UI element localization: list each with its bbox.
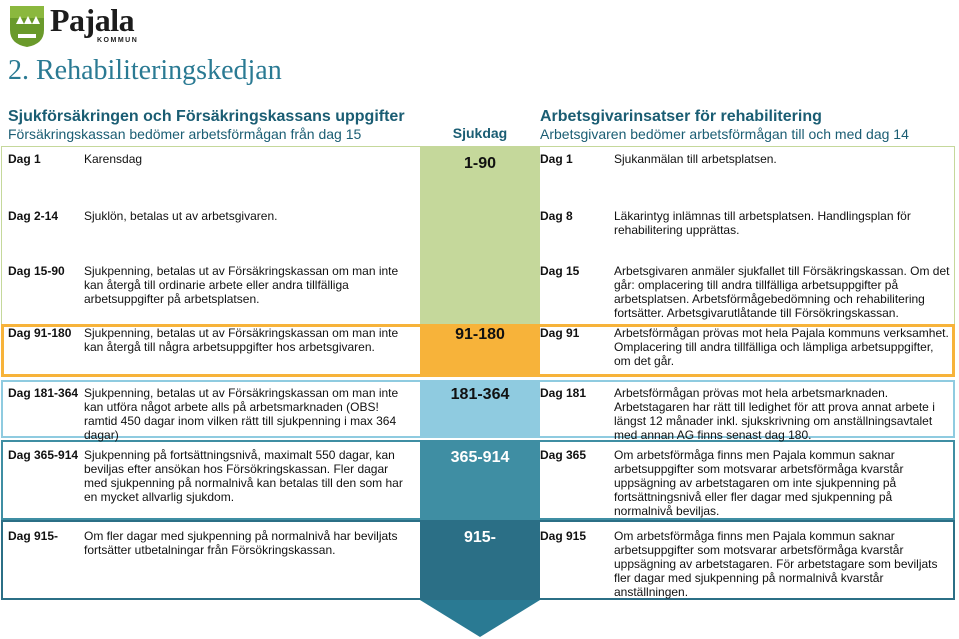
right-day-5: Dag 181 xyxy=(540,386,587,400)
left-text-5: Sjukpenning, betalas ut av Försäkringskassan om man inte kan utföra något arbete alls på arbetsmarknaden (OBS! ramtid 450 dagar inom vilken rätt till sjukpenning i max 364 dagar) xyxy=(84,386,399,442)
left-header xyxy=(8,108,418,142)
right-text-2: Läkarintyg inlämnas till arbetsplatsen. Handlingsplan för rehabilitering upprättas. xyxy=(614,209,911,237)
left-day-4: Dag 91-180 xyxy=(8,326,72,340)
left-text-6: Sjukpenning på fortsättningsnivå, maximalt 550 dagar, kan beviljas efter ansökan hos Försökringskassan. Fler dagar med sjukpenning på normalnivå kan betalas till den som har en mycket allvarlig sjukdom. xyxy=(84,448,403,504)
range-181-364: 181-364 xyxy=(450,386,510,403)
right-day-6: Dag 365 xyxy=(540,448,587,462)
right-day-3: Dag 15 xyxy=(540,264,580,278)
range-91-180: 91-180 xyxy=(455,326,505,343)
right-day-1: Dag 1 xyxy=(540,152,573,166)
left-day-7: Dag 915- xyxy=(8,529,59,543)
pajala-logo xyxy=(8,4,148,50)
left-text-1: Karensdag xyxy=(84,152,143,166)
range-1-90: 1-90 xyxy=(463,155,497,172)
right-day-7: Dag 915 xyxy=(540,529,587,543)
range-915: 915- xyxy=(463,529,497,546)
timeline-arrow-icon xyxy=(420,600,540,639)
left-text-7: Om fler dagar med sjukpenning på normalnivå har beviljats fortsätter utbetalningar från Försökringskassan. xyxy=(84,529,398,557)
shield-icon xyxy=(8,4,46,48)
logo-name: Pajala xyxy=(50,2,135,38)
left-day-5: Dag 181-364 xyxy=(8,386,79,400)
sjukdag-header: Sjukdag xyxy=(452,125,508,141)
right-text-6: Om arbetsförmåga finns men Pajala kommun saknar arbetsuppgifter som motsvarar arbetsförmåga kvarstår uppsägning av arbetstagaren om inte sjukpenning på fortsättningsnivå eller fler dagar med sjukpenning på normalnivå beviljas. xyxy=(614,448,904,518)
left-header-subtitle: Försäkringskassan bedömer arbetsförmågan från dag 15 xyxy=(8,126,362,142)
right-header-title: Arbetsgivarinsatser för rehabilitering xyxy=(540,108,822,125)
right-day-4: Dag 91 xyxy=(540,326,580,340)
right-day-2: Dag 8 xyxy=(540,209,573,223)
left-day-2: Dag 2-14 xyxy=(8,209,59,223)
right-text-4: Arbetsförmågan prövas mot hela Pajala kommuns verksamhet. Omplacering till andra tillfälliga och lämpliga arbetsuppgifter, om det går. xyxy=(614,326,949,368)
left-day-3: Dag 15-90 xyxy=(8,264,65,278)
left-text-3: Sjukpenning, betalas ut av Försäkringskassan om man inte kan återgå till ordinarie arbete eller andra tillfälliga arbetsuppgifter på arbetsplatsen. xyxy=(84,264,399,306)
right-header-subtitle: Arbetsgivaren bedömer arbetsförmågan till och med dag 14 xyxy=(540,126,909,142)
left-day-6: Dag 365-914 xyxy=(8,448,79,462)
right-text-1: Sjukanmälan till arbetsplatsen. xyxy=(614,152,777,166)
right-text-7: Om arbetsförmåga finns men Pajala kommun saknar arbetsuppgifter som motsvarar arbetsförmåga kvarstår uppsägning av arbetstagaren. För arbetstagare som beviljats fler dagar med sjukpenning på normalnivå kvarstår anställningen. xyxy=(614,529,938,599)
range-365-914: 365-914 xyxy=(450,449,510,466)
right-header xyxy=(540,108,955,142)
left-header-title: Sjukförsäkringen och Försäkringskassans uppgifter xyxy=(8,108,405,125)
logo-subtitle: KOMMUN xyxy=(97,37,139,44)
left-text-4: Sjukpenning, betalas ut av Försäkringskassan om man inte kan återgå till några arbetsuppgifter hos arbetsgivaren. xyxy=(84,326,399,354)
left-day-1: Dag 1 xyxy=(8,152,41,166)
page-title: 2. Rehabiliteringskedjan xyxy=(8,55,282,86)
right-text-5: Arbetsförmågan prövas mot hela arbetsmarknaden. Arbetstagaren har rätt till ledighet för att prova annat arbete i längst 12 månader inkl. sjukskrivning om anställningsavtalet med annan AG finns senast dag 180. xyxy=(614,386,935,442)
left-text-2: Sjuklön, betalas ut av arbetsgivaren. xyxy=(84,209,278,223)
right-text-3: Arbetsgivaren anmäler sjukfallet till Försäkringskassan. Om det går: omplacering till andra tillfälliga arbetsuppgifter på arbetsplatsen. Arbetsförmågebedömning och rehabilitering fortsätter. Arbetsgivarutlåtande till Försökringskassan. xyxy=(614,264,950,320)
